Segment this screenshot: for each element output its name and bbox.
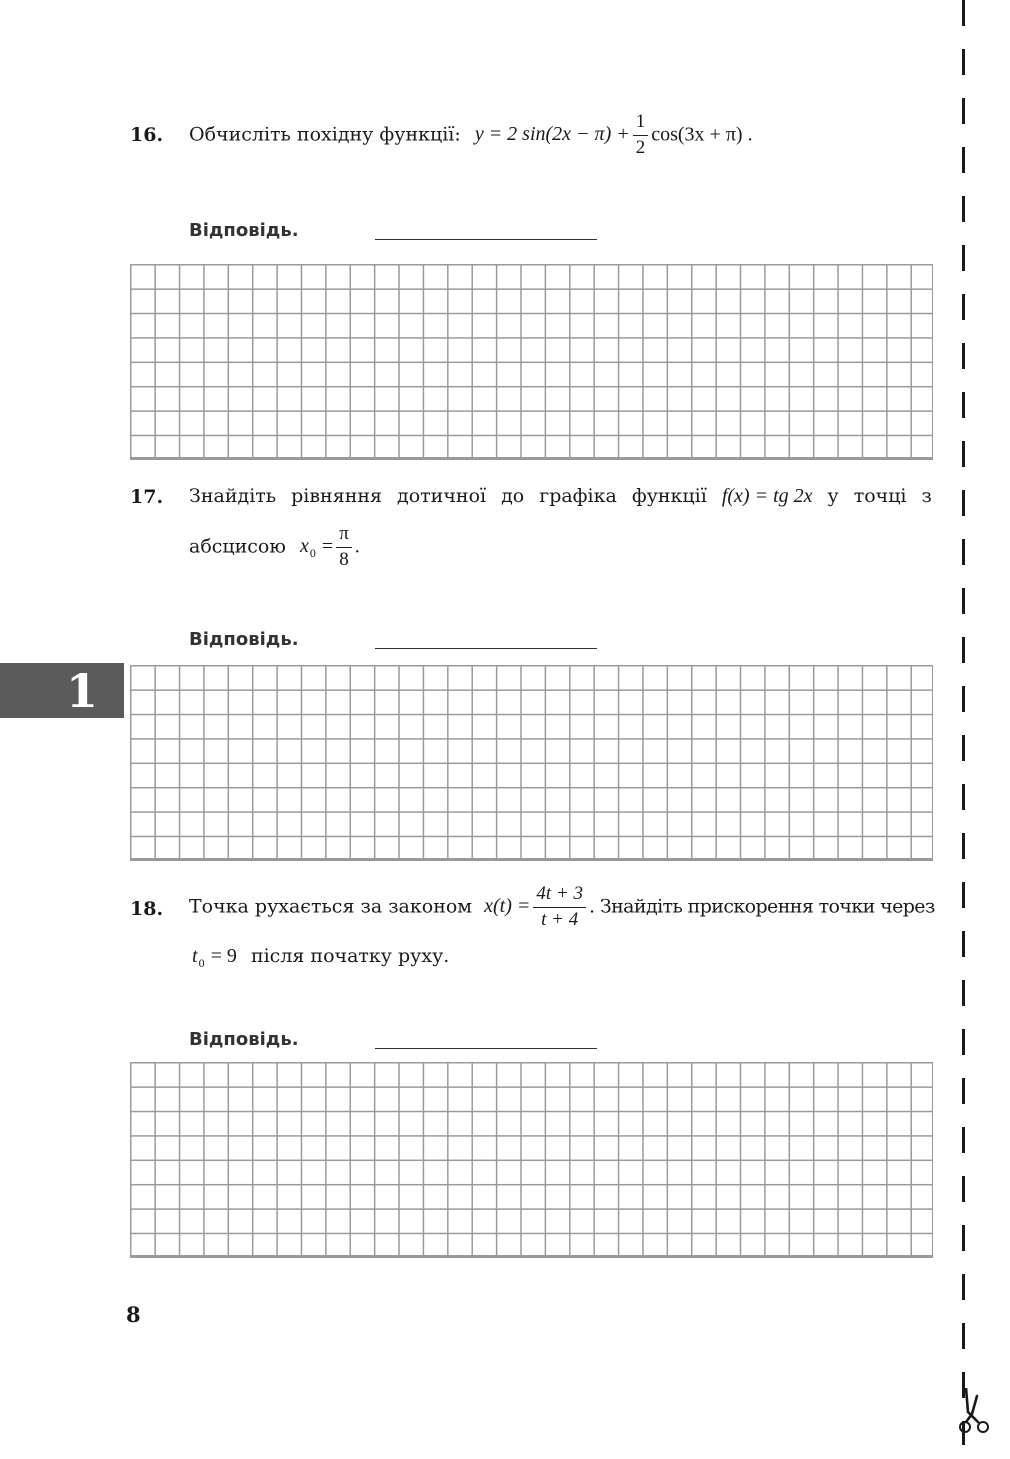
answer-line[interactable]: [375, 239, 597, 240]
subscript: 0: [198, 956, 205, 970]
task-text: Точка рухається за законом: [189, 895, 473, 918]
formula-lhs: x(t) =: [484, 895, 531, 918]
fraction-denominator: 8: [339, 548, 349, 570]
equals-sign: =: [321, 535, 334, 558]
task-word: дотичної: [397, 485, 487, 507]
fraction-numerator: 1: [633, 112, 649, 136]
formula-fraction: [633, 112, 649, 159]
answer-grid[interactable]: [130, 1062, 933, 1258]
formula-fraction: [336, 524, 352, 571]
task-number: 17.: [130, 486, 164, 508]
task-word: точці: [853, 485, 907, 507]
answer-row: [189, 220, 299, 241]
task-text: Обчисліть похідну функції:: [189, 123, 461, 146]
section-tab-marker: 1: [0, 663, 124, 718]
answer-label: Відповідь.: [189, 1029, 299, 1050]
t-value: = 9: [210, 945, 237, 967]
task-word: рівняння: [291, 485, 383, 507]
task-word: з: [921, 485, 932, 507]
period: .: [354, 535, 360, 558]
subscript: 0: [309, 546, 316, 561]
page-number: 8: [126, 1302, 141, 1327]
answer-row: [189, 629, 299, 650]
task-word: у: [827, 485, 839, 507]
scissors-icon: [956, 1388, 996, 1438]
task-text: після початку руху.: [250, 945, 450, 967]
task-text-tail: . Знайдіть прискорення точки через: [589, 895, 935, 918]
fraction-denominator: 2: [635, 136, 646, 158]
formula-rhs: cos(3x + π) .: [651, 123, 753, 146]
fraction-numerator: 4t + 3: [533, 884, 586, 908]
variable-t: t: [192, 945, 198, 967]
task-text: абсцисою: [189, 535, 286, 558]
task-word: графіка: [539, 485, 617, 507]
fraction-denominator: t + 4: [541, 908, 579, 930]
answer-label: Відповідь.: [189, 629, 299, 650]
answer-label: Відповідь.: [189, 220, 299, 241]
formula-fraction: [533, 884, 586, 931]
cut-line: [962, 0, 968, 1445]
variable-x: x: [299, 535, 309, 558]
formula-lhs: y = 2 sin(2x − π) +: [474, 123, 630, 146]
task-number: 16.: [130, 124, 164, 146]
answer-row: [189, 1029, 299, 1050]
task-word: функції: [631, 485, 707, 507]
answer-grid[interactable]: [130, 665, 933, 861]
formula: f(x) = tg 2x: [721, 485, 813, 507]
fraction-numerator: π: [336, 524, 352, 548]
task-number: 18.: [130, 898, 164, 920]
task-word: до: [501, 485, 525, 507]
answer-line[interactable]: [375, 1048, 597, 1049]
answer-grid[interactable]: [130, 264, 933, 460]
answer-line[interactable]: [375, 648, 597, 649]
task-word: Знайдіть: [189, 485, 277, 507]
